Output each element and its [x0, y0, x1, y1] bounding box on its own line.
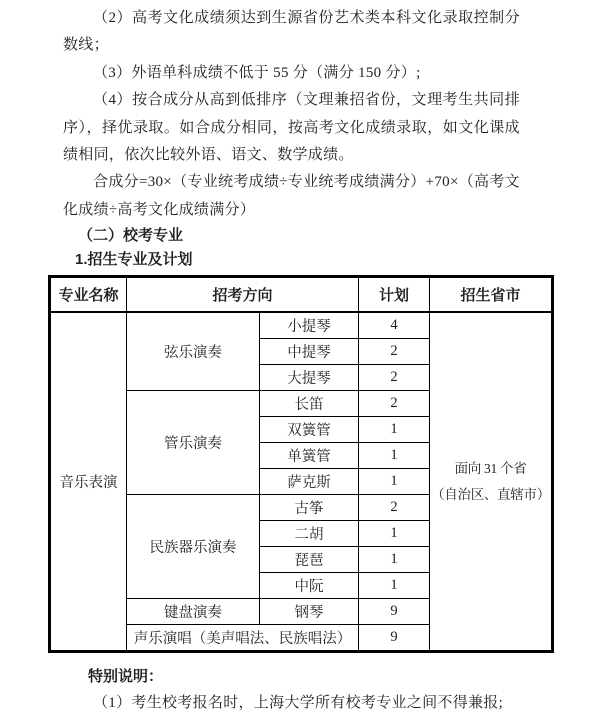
cell-direction-folk-instruments: 民族器乐演奏 [127, 495, 260, 599]
cell-plan-oboe: 1 [359, 417, 430, 443]
cell-instrument-guzheng: 古筝 [260, 495, 359, 521]
provinces-line-1: 面向 31 个省 [454, 460, 527, 476]
cell-plan-viola: 2 [359, 339, 430, 365]
cell-vocal-performance-label: 声乐演唱（美声唱法、民族唱法） [127, 625, 359, 652]
cell-instrument-oboe: 双簧管 [260, 417, 359, 443]
paragraph-criterion-2: （2）高考文化成绩须达到生源省份艺术类本科文化录取控制分数线； [63, 10, 520, 54]
table-row [50, 312, 553, 339]
cell-plan-flute: 2 [359, 391, 430, 417]
header-exam-direction: 招考方向 [127, 277, 359, 313]
cell-plan-erhu: 1 [359, 521, 430, 547]
cell-direction-strings: 弦乐演奏 [127, 312, 260, 391]
header-provinces: 招生省市 [430, 277, 553, 313]
cell-instrument-zhongruan: 中阮 [260, 573, 359, 599]
cell-plan-sax: 1 [359, 469, 430, 495]
cell-instrument-erhu: 二胡 [260, 521, 359, 547]
cell-instrument-sax: 萨克斯 [260, 469, 359, 495]
header-plan: 计划 [359, 277, 430, 313]
cell-plan-violin: 4 [359, 312, 430, 339]
cell-instrument-flute: 长笛 [260, 391, 359, 417]
paragraph-criterion-3: （3）外语单科成绩不低于 55 分（满分 150 分）; [93, 64, 421, 81]
subsection-heading: 1.招生专业及计划 [75, 251, 193, 269]
cell-direction-winds: 管乐演奏 [127, 391, 260, 495]
cell-plan-pipa: 1 [359, 547, 430, 573]
cell-instrument-violin: 小提琴 [260, 312, 359, 339]
provinces-line-2: （自治区、直辖市） [431, 486, 550, 502]
cell-direction-keyboard: 键盘演奏 [127, 599, 260, 625]
cell-instrument-clarinet: 单簧管 [260, 443, 359, 469]
header-major-name: 专业名称 [50, 277, 127, 313]
special-notes-title: 特别说明： [88, 668, 164, 686]
cell-plan-piano: 9 [359, 599, 430, 625]
cell-plan-guzheng: 2 [359, 495, 430, 521]
paragraph-criterion-4: （4）按合成分从高到低排序（文理兼招省份，文理考生共同排序），择优录取。如合成分相同，按高考文化成绩录取，如文化课成绩相同，依次比较外语、语文、数学成绩。 [63, 92, 520, 164]
section-heading: （二）校考专业 [78, 227, 184, 245]
cell-instrument-pipa: 琵琶 [260, 547, 359, 573]
cell-provinces-scope [430, 312, 553, 652]
cell-plan-cello: 2 [359, 365, 430, 391]
paragraph-formula: 合成分=30×（专业统考成绩÷专业统考成绩满分）+70×（高考文化成绩÷高考文化成绩满分） [63, 174, 520, 218]
cell-instrument-piano: 钢琴 [260, 599, 359, 625]
cell-instrument-cello: 大提琴 [260, 365, 359, 391]
cell-major-music-performance: 音乐表演 [50, 312, 127, 652]
special-note-1: （1）考生校考报名时，上海大学所有校考专业之间不得兼报; [93, 695, 504, 712]
table-header-row [50, 277, 553, 313]
admissions-plan-table [48, 275, 554, 653]
cell-plan-vocal: 9 [359, 625, 430, 652]
cell-plan-clarinet: 1 [359, 443, 430, 469]
cell-instrument-viola: 中提琴 [260, 339, 359, 365]
cell-plan-zhongruan: 1 [359, 573, 430, 599]
